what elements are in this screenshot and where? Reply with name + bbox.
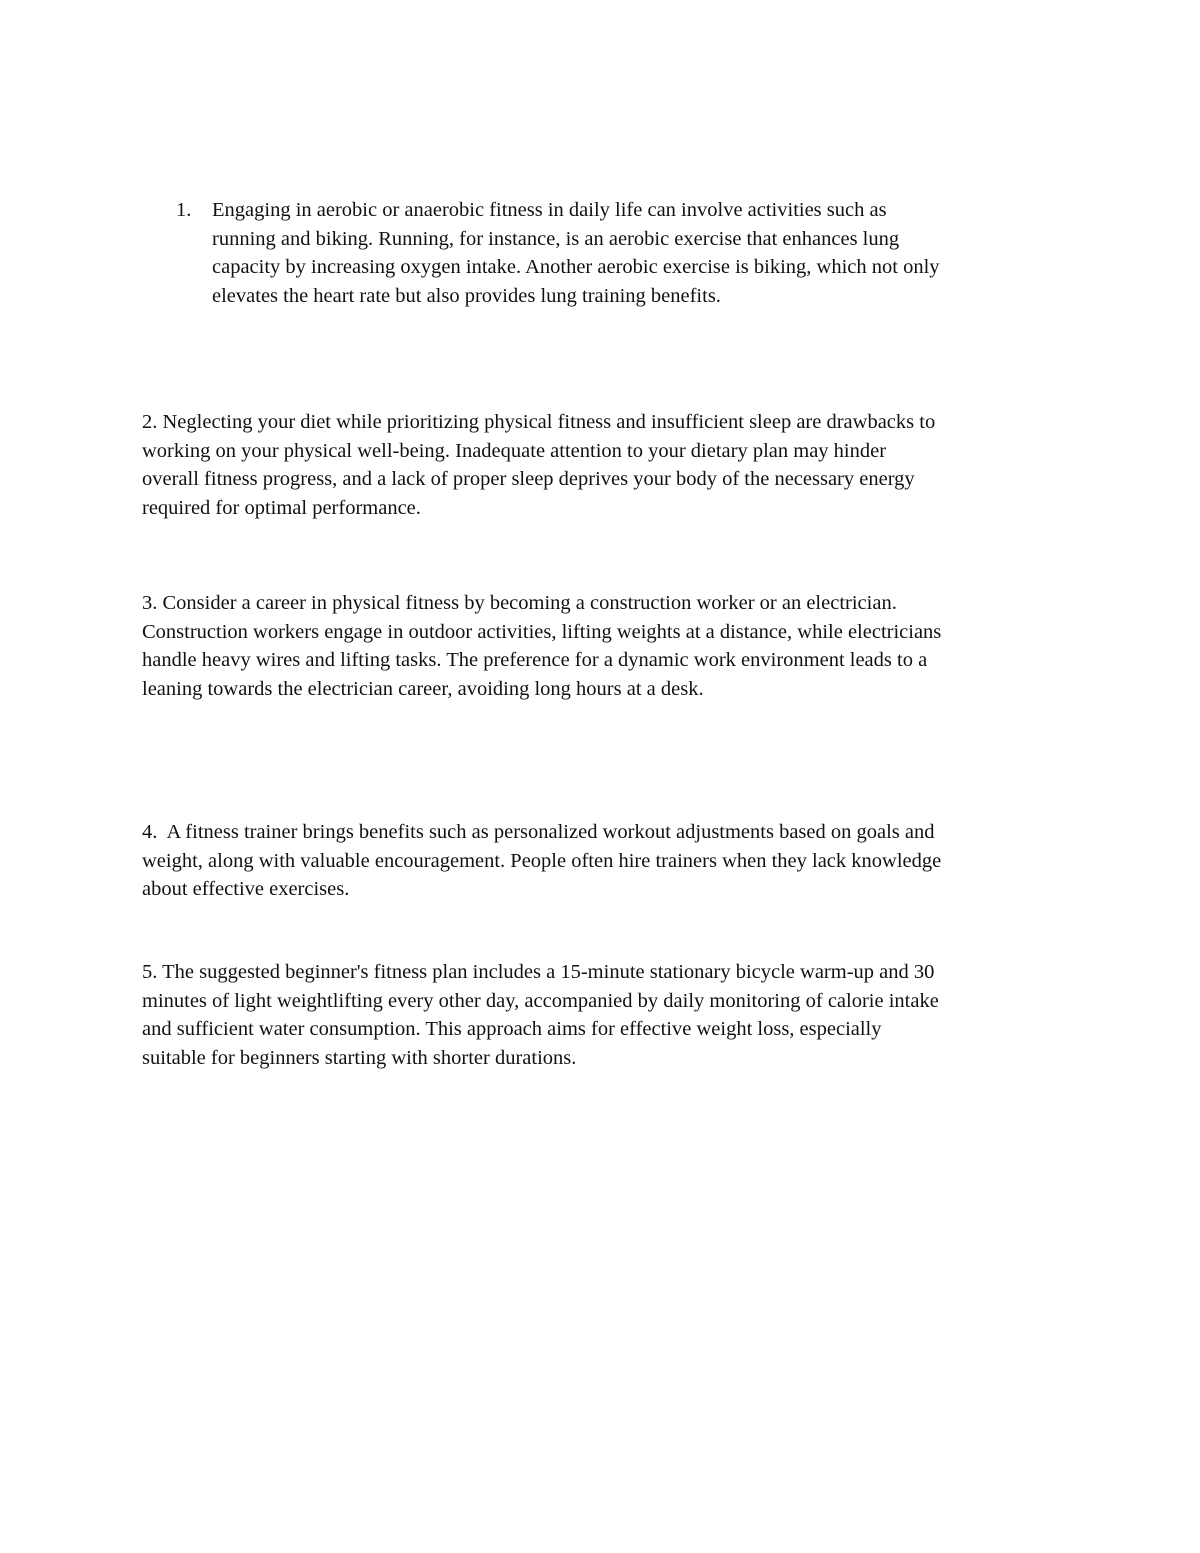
text-line: working on your physical well-being. Inadequate attention to your dietary plan may hinder: [142, 439, 887, 462]
text-line: handle heavy wires and lifting tasks. The preference for a dynamic work environment leads to a: [142, 649, 928, 671]
paragraph-4: [142, 818, 1102, 904]
text-line: Construction workers engage in outdoor activities, lifting weights at a distance, while electricians: [142, 620, 942, 643]
text-line: 3. Consider a career in physical fitness by becoming a construction worker or an electrician.: [142, 592, 897, 614]
text-line: and sufficient water consumption. This approach aims for effective weight loss, especially: [142, 1018, 882, 1040]
text-line: required for optimal performance.: [142, 496, 421, 519]
text-line: overall fitness progress, and a lack of proper sleep deprives your body of the necessary energy: [142, 468, 915, 490]
list-item-text: [212, 196, 1072, 310]
text-line: suitable for beginners starting with shorter durations.: [142, 1046, 577, 1069]
text-line: capacity by increasing oxygen intake. Another aerobic exercise is biking, which not only: [212, 256, 940, 278]
text-line: Engaging in aerobic or anaerobic fitness in daily life can involve activities such as: [212, 199, 887, 221]
text-line: leaning towards the electrician career, avoiding long hours at a desk.: [142, 677, 704, 700]
paragraph-3: [142, 589, 1102, 703]
text-line: about effective exercises.: [142, 878, 350, 900]
text-line: 4. A fitness trainer brings benefits such as personalized workout adjustments based on goals and: [142, 821, 935, 843]
paragraph-2: [142, 408, 1102, 522]
text-line: minutes of light weightlifting every other day, accompanied by daily monitoring of calorie intake: [142, 989, 939, 1012]
text-line: 5. The suggested beginner's fitness plan includes a 15-minute stationary bicycle warm-up and 30: [142, 961, 935, 983]
paragraph-5: [142, 958, 1102, 1072]
text-line: elevates the heart rate but also provides lung training benefits.: [212, 284, 721, 307]
list-item-number: 1.: [176, 199, 192, 221]
text-line: weight, along with valuable encouragement. People often hire trainers when they lack knowledge: [142, 849, 942, 872]
text-line: running and biking. Running, for instance, is an aerobic exercise that enhances lung: [212, 227, 900, 250]
text-line: 2. Neglecting your diet while prioritizing physical fitness and insufficient sleep are drawbacks to: [142, 411, 936, 433]
